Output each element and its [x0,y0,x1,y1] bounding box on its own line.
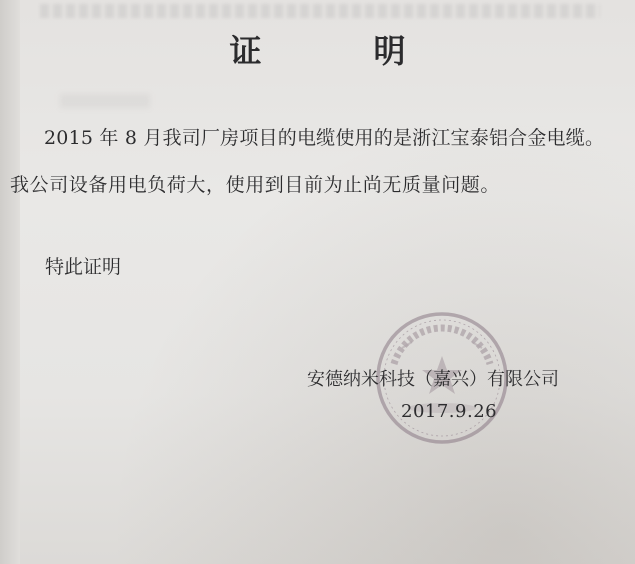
company-signature: 安德纳米科技（嘉兴）有限公司 [307,369,559,390]
signing-date: 2017.9.26 [401,401,498,422]
page-edge-shadow [0,0,20,564]
closing-remark: 特此证明 [45,256,122,278]
body-paragraph-2: 我公司设备用电负荷大，使用到目前为止尚无质量问题。 [10,174,501,196]
body-paragraph-1: 2015 年 8 月我司厂房项目的电缆使用的是浙江宝泰铝合金电缆。 [44,127,605,149]
show-through-text [40,4,600,18]
show-through-smudge [60,94,150,108]
page-title: 证 明 [229,32,446,70]
